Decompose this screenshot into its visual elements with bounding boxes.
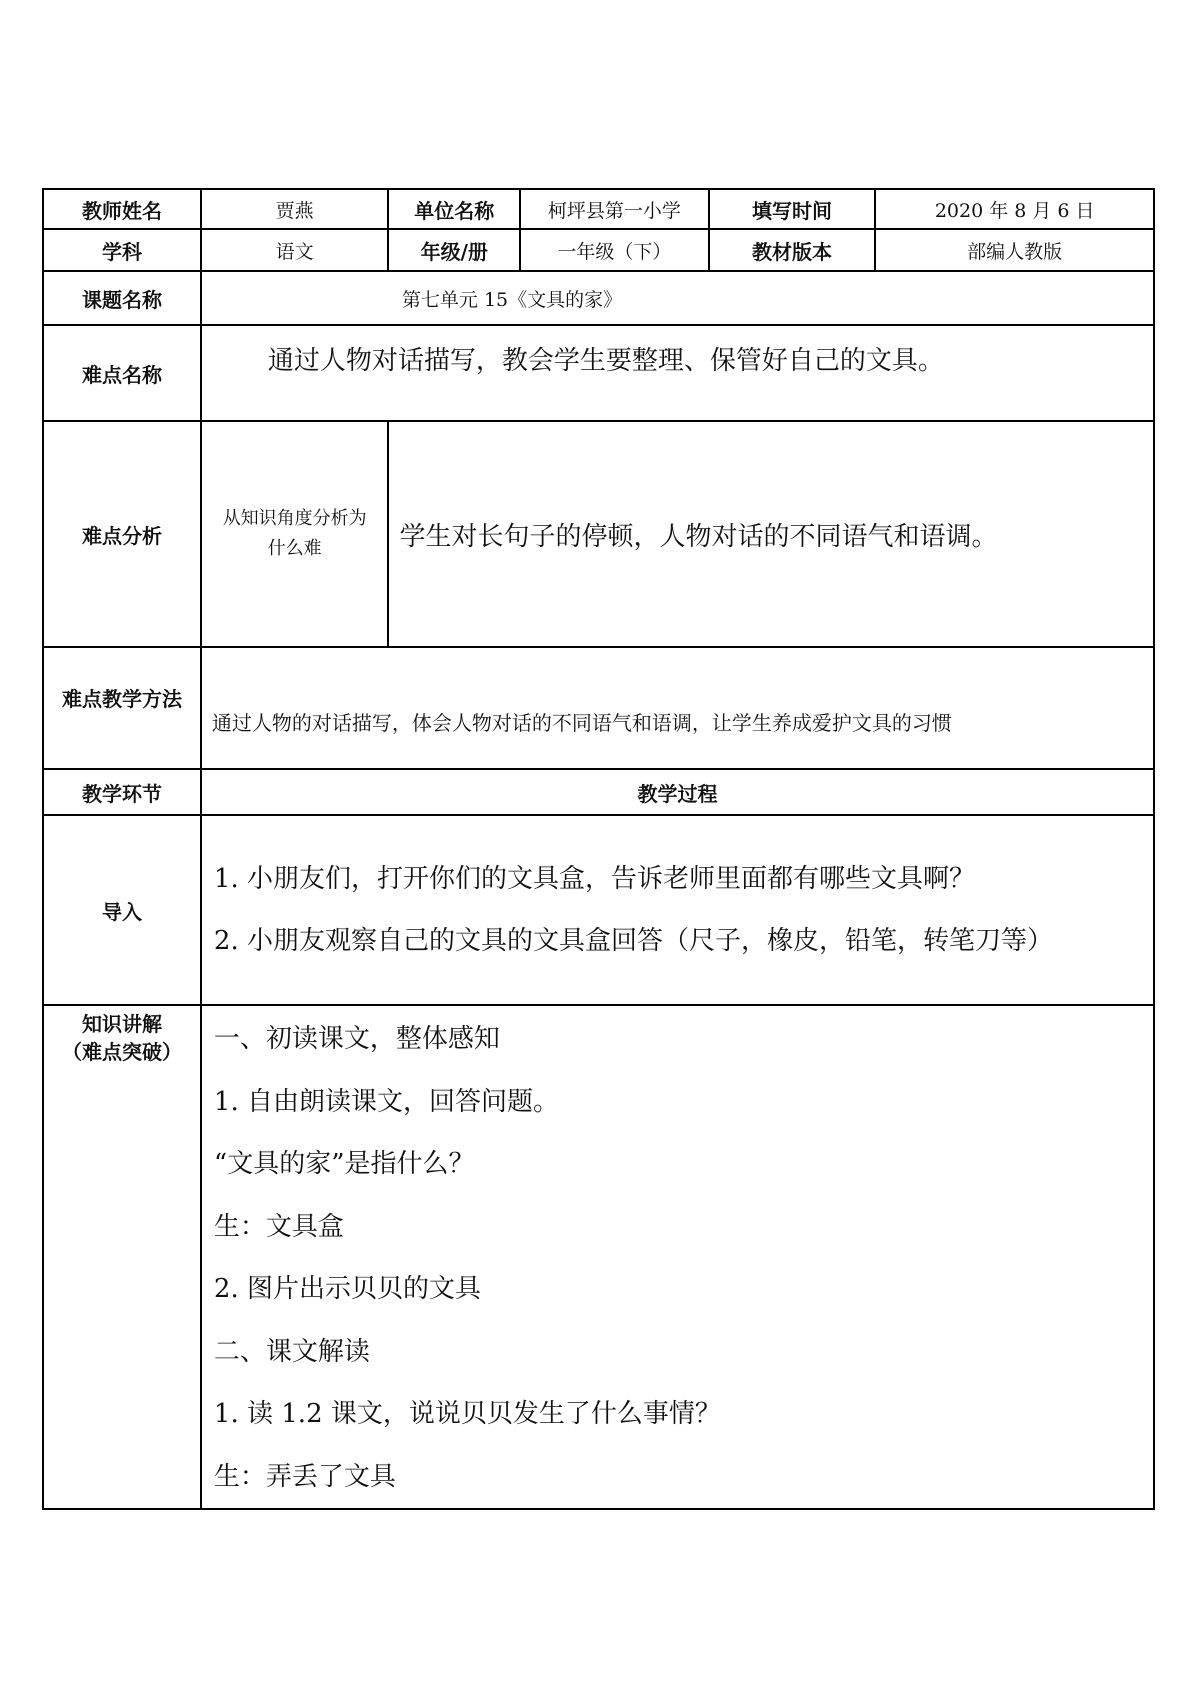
grade-value: 一年级（下） — [520, 229, 709, 271]
subject-label: 学科 — [43, 229, 201, 271]
teacher-name-label: 教师姓名 — [43, 189, 201, 229]
analysis-row — [43, 421, 1154, 647]
knowledge-line: 1. 自由朗读课文，回答问题。 — [213, 1086, 559, 1117]
knowledge-line: 2. 图片出示贝贝的文具 — [213, 1274, 481, 1304]
grade-label: 年级/册 — [388, 229, 520, 271]
knowledge-line: 一、初读课文，整体感知 — [213, 1024, 500, 1054]
knowledge-label-line: （难点突破） — [61, 1040, 182, 1064]
fill-date-label: 填写时间 — [709, 189, 876, 229]
method-row — [43, 647, 1154, 769]
stage-header: 教学环节 — [43, 769, 201, 815]
difficulty-value: 通过人物对话描写，教会学生要整理、保管好自己的文具。 — [201, 325, 1154, 421]
analysis-sub-label: 从知识角度分析为什么难 — [201, 421, 389, 647]
method-value: 通过人物的对话描写，体会人物对话的不同语气和语调，让学生养成爱护文具的习惯 — [201, 647, 1154, 769]
method-label: 难点教学方法 — [43, 647, 201, 769]
edition-value: 部编人教版 — [875, 229, 1154, 271]
analysis-value: 学生对长句子的停顿，人物对话的不同语气和语调。 — [388, 421, 1154, 647]
header-row-2 — [43, 229, 1154, 271]
analysis-label: 难点分析 — [43, 421, 201, 647]
intro-row — [43, 815, 1154, 1005]
knowledge-label-line: 知识讲解 — [81, 1012, 162, 1036]
teacher-name-value: 贾燕 — [201, 189, 389, 229]
unit-name-label: 单位名称 — [388, 189, 520, 229]
unit-name-value: 柯坪县第一小学 — [520, 189, 709, 229]
fill-date-value: 2020 年 8 月 6 日 — [875, 189, 1154, 229]
intro-line: 1. 小朋友们，打开你们的文具盒，告诉老师里面都有哪些文具啊？ — [213, 864, 975, 894]
lesson-title-row — [43, 271, 1154, 325]
knowledge-line: 二、课文解读 — [213, 1336, 370, 1367]
knowledge-label — [43, 1005, 201, 1509]
knowledge-line: 1. 读 1.2 课文，说说贝贝发生了什么事情？ — [213, 1399, 721, 1429]
difficulty-row — [43, 325, 1154, 421]
lesson-title-label: 课题名称 — [43, 271, 201, 325]
knowledge-row — [43, 1005, 1154, 1509]
knowledge-line: 生：文具盒 — [213, 1211, 344, 1242]
header-row-1 — [43, 189, 1154, 229]
knowledge-line: 生：弄丢了文具 — [213, 1461, 396, 1492]
process-header: 教学过程 — [201, 769, 1154, 815]
edition-label: 教材版本 — [709, 229, 876, 271]
intro-label: 导入 — [43, 815, 201, 1005]
difficulty-label: 难点名称 — [43, 325, 201, 421]
lesson-plan-table — [42, 188, 1155, 1510]
process-header-row — [43, 769, 1154, 815]
lesson-plan-document — [42, 188, 1155, 1510]
intro-line: 2. 小朋友观察自己的文具的文具盒回答（尺子，橡皮，铅笔，转笔刀等） — [213, 926, 1053, 956]
subject-value: 语文 — [201, 229, 389, 271]
knowledge-line: “文具的家”是指什么？ — [213, 1149, 475, 1179]
knowledge-content — [201, 1005, 1154, 1509]
intro-content — [201, 815, 1154, 1005]
lesson-title-value: 第七单元 15《文具的家》 — [201, 271, 1154, 325]
